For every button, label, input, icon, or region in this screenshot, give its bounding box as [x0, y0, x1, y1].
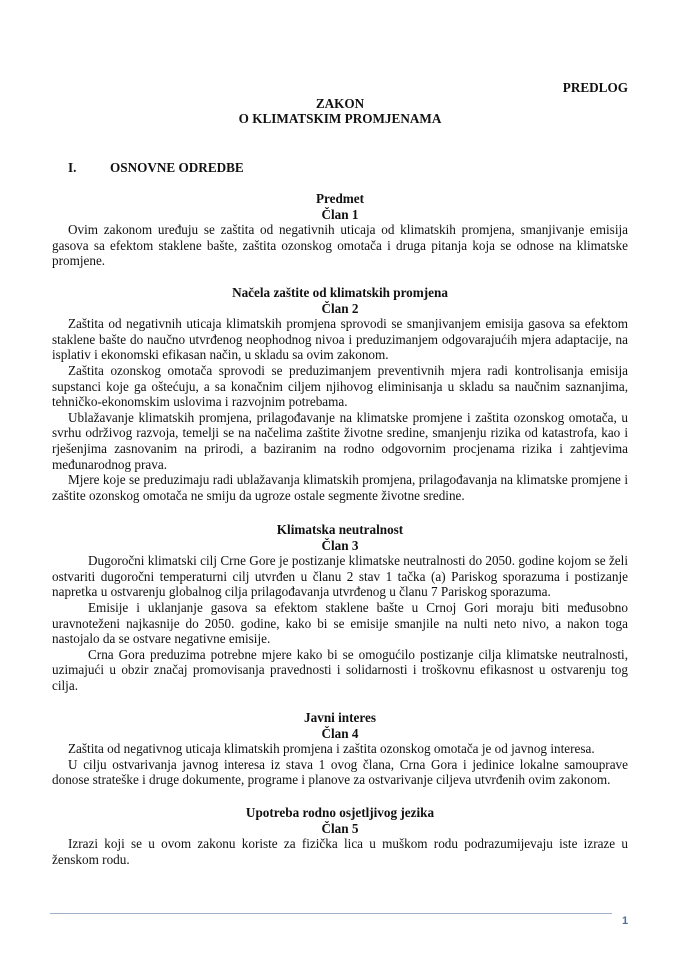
- article-heading: Upotreba rodno osjetljivog jezika: [245, 805, 435, 820]
- paragraph: Ublažavanje klimatskih promjena, prilagođavanje na klimatske promjene i zaštita ozonskog omotača, u svrhu održivog razvoja, temelji se na načelima zaštite životne sredine, smanjenju rizika od katastrofa, kao i rješenjima zasnovanim na prirodi, a baziranim na rodno odgovornim procjenama rizika i zahtjevima međunarodnog prava.: [52, 409, 628, 472]
- article-4: [52, 710, 628, 788]
- article-heading: Klimatska neutralnost: [276, 522, 404, 537]
- article-3: [52, 522, 628, 694]
- paragraph: Emisije i uklanjanje gasova sa efektom staklene bašte u Crnoj Gori moraju biti međusobno uravnoteženi najkasnije do 2050. godine, kako bi se emisije smanjile na nulti neto nivo, a nakon toga nastojalo da se ostvare negativne emisije.: [52, 599, 628, 647]
- article-heading: Predmet: [315, 191, 365, 206]
- footer-divider: [50, 913, 612, 914]
- paragraph: Izrazi koji se u ovom zakonu koriste za fizička lica u muškom rodu podrazumijevaju iste izraze u ženskom rodu.: [52, 836, 628, 867]
- article-number: Član 5: [321, 820, 359, 836]
- chapter-number: I.: [68, 160, 77, 175]
- paragraph: Zaštita od negativnih uticaja klimatskih promjena sprovodi se smanjivanjem emisija gasova sa efektom staklene bašte do naučno utvrđenog neophodnog nivoa i preduzimanjem odgovarajućih mjera adaptacije, na isplativ i ekonomski efikasan način, u skladu sa ovim zakonom.: [52, 316, 628, 363]
- article-number: Član 1: [321, 206, 359, 222]
- paragraph: Zaštita ozonskog omotača sprovodi se preduzimanjem preventivnih mjera radi kontrolisanja emisija supstanci koje ga oštećuju, a sa konačnim ciljem njihovog eliminisanja u skladu sa naučnim saznanjima, tehničko-ekonomskim uslovima i razvojnim potrebama.: [52, 362, 628, 410]
- paragraph: Dugoročni klimatski cilj Crne Gore je postizanje klimatske neutralnosti do 2050. godine kojom se želi ostvariti dugoročni temperaturni cilj utvrđen u članu 2 stav 1 tačka (a) Pariskog sporazuma i postizanje napretka u ostvarenju globalnog cilja prilagođavanja utvrđenog u članu 7 Pariskog sporazuma.: [52, 553, 628, 600]
- paragraph: Zaštita od negativnog uticaja klimatskih promjena i zaštita ozonskog omotača je od javnog interesa.: [68, 741, 595, 757]
- paragraph: Ovim zakonom uređuju se zaštita od negativnih uticaja od klimatskih promjena, smanjivanje emisija gasova sa efektom staklene bašte, zaštita ozonskog omotača i druga pitanja koja se odnose na klimatske promjene.: [52, 222, 628, 269]
- draft-label: PREDLOG: [562, 80, 628, 95]
- paragraph: U cilju ostvarivanja javnog interesa iz stava 1 ovog člana, Crna Gora i jedinice lokalne samouprave donose strateške i druge dokumente, programe i planove za ostvarivanje ciljeva utvrđenih ovim zakonom.: [52, 756, 628, 788]
- page-number: 1: [622, 915, 629, 927]
- article-heading: Načela zaštite od klimatskih promjena: [232, 285, 448, 300]
- document-title: ZAKON: [315, 96, 365, 111]
- article-number: Član 4: [321, 725, 359, 741]
- document-subtitle: O KLIMATSKIM PROMJENAMA: [238, 111, 442, 126]
- article-1: [52, 191, 628, 269]
- article-2: [52, 285, 628, 503]
- article-number: Član 2: [321, 300, 359, 316]
- article-5: [52, 805, 628, 867]
- article-heading: Javni interes: [304, 710, 376, 725]
- paragraph: Crna Gora preduzima potrebne mjere kako bi se omogućilo postizanje cilja klimatske neutralnosti, uzimajući u obzir značaj promovisanja pravednosti i solidarnosti i troškovnu efikasnost u ostvarenju tog cilja.: [52, 646, 628, 693]
- article-number: Član 3: [321, 537, 359, 553]
- paragraph: Mjere koje se preduzimaju radi ublažavanja klimatskih promjena, prilagođavanja na klimatske promjene i zaštite ozonskog omotača ne smiju da ugroze ostale segmente životne sredine.: [52, 472, 628, 503]
- chapter-title: OSNOVNE ODREDBE: [110, 160, 244, 175]
